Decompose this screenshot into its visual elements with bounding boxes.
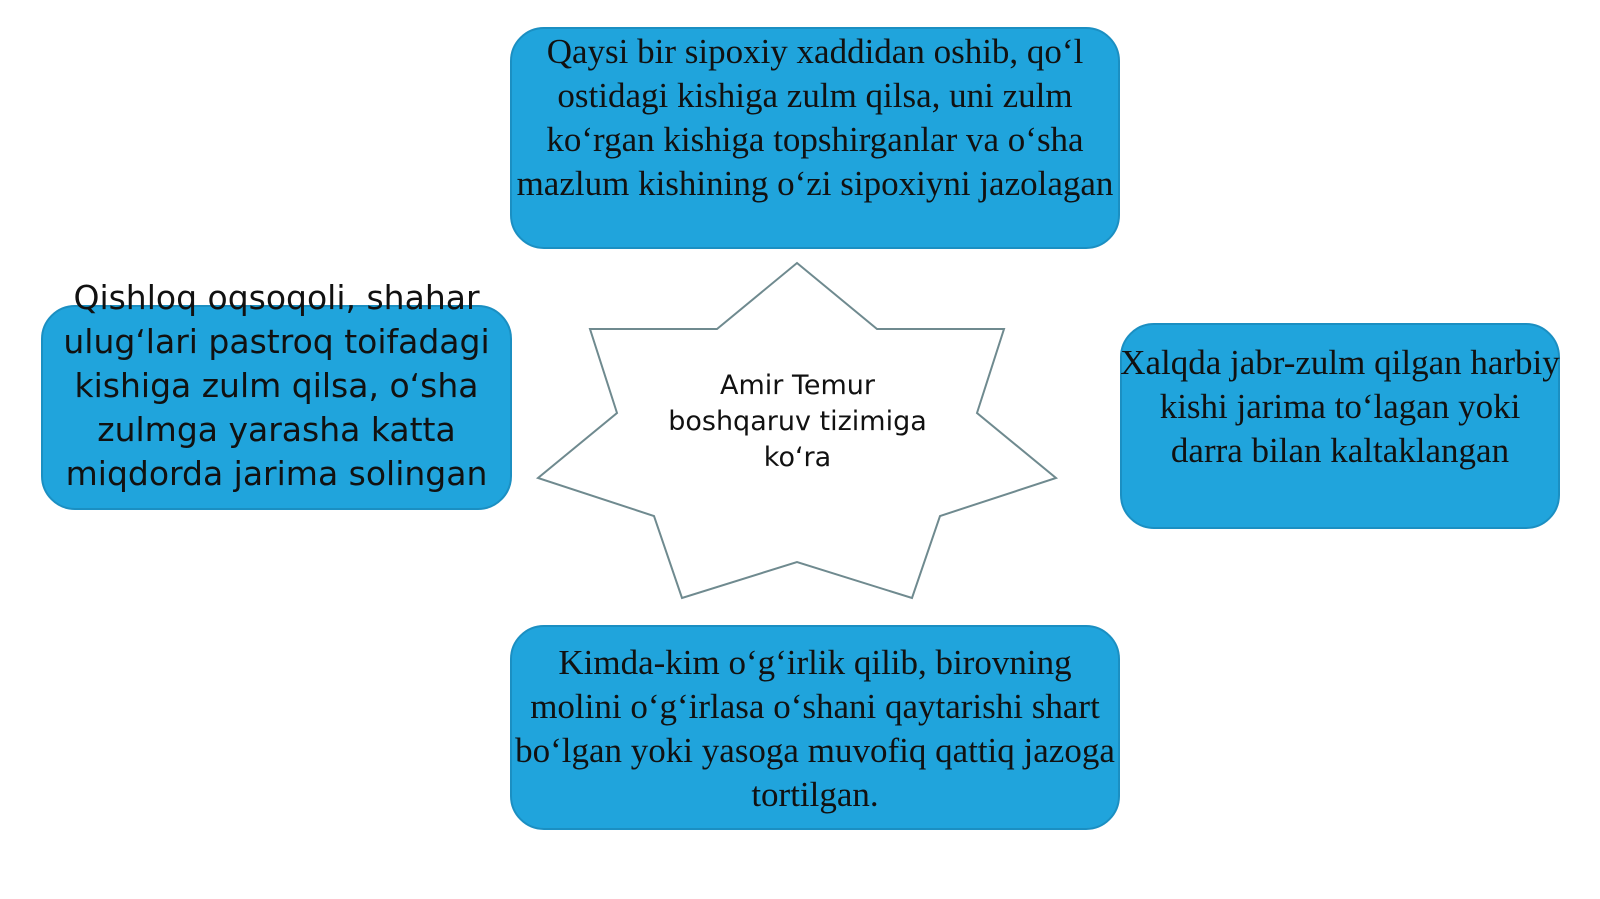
right-box-text: Xalqda jabr-zulm qilgan harbiy kishi jarima to‘lagan yoki darra bilan kaltaklangan: [1120, 343, 1560, 470]
bottom-box-text: Kimda-kim o‘g‘irlik qilib, birovning molini o‘g‘irlasa o‘shani qaytarishi shart bo‘lgan yoki yasoga muvofiq qattiq jazoga tortilgan.: [515, 643, 1115, 814]
center-label: Amir Temur boshqaruv tizimiga ko‘ra: [668, 370, 927, 473]
left-box-text: Qishloq oqsoqoli, shahar ulug‘lari pastroq toifadagi kishiga zulm qilsa, o‘sha zulmga yarasha katta miqdorda jarima solingan: [63, 278, 490, 493]
top-box-text: Qaysi bir sipoxiy xaddidan oshib, qo‘l ostidagi kishiga zulm qilsa, uni zulm ko‘rgan kishiga topshirganlar va o‘sha mazlum kishining o‘zi sipoxiyni jazolagan: [516, 32, 1114, 203]
